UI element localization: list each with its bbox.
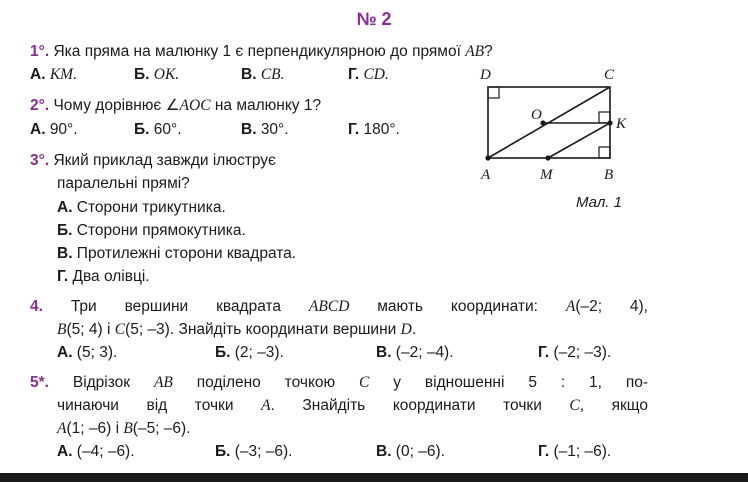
text: (5; 4) і bbox=[66, 321, 115, 338]
option-c[interactable] bbox=[241, 120, 289, 140]
question-1 bbox=[30, 42, 493, 62]
point-label: A bbox=[565, 298, 576, 315]
label-b: B bbox=[604, 167, 614, 183]
point-label: C bbox=[359, 374, 370, 391]
option-b[interactable] bbox=[215, 343, 284, 363]
question-2 bbox=[30, 96, 321, 116]
option-key: В. bbox=[376, 443, 392, 460]
option-key: Г. bbox=[348, 66, 360, 83]
option-key: Б. bbox=[134, 66, 150, 83]
option-value: Два олівці. bbox=[68, 268, 150, 285]
option-value: (5; 3). bbox=[72, 344, 118, 361]
option-c[interactable] bbox=[57, 244, 296, 264]
option-value: Сторони трикутника. bbox=[72, 199, 226, 216]
option-d[interactable] bbox=[348, 120, 400, 140]
option-key: В. bbox=[57, 245, 73, 262]
question-end: ? bbox=[484, 43, 493, 60]
option-value: (–3; –6). bbox=[230, 443, 293, 460]
point-label: D bbox=[400, 321, 412, 338]
option-value: CB. bbox=[260, 66, 285, 83]
option-a[interactable] bbox=[57, 442, 135, 462]
figure-1 bbox=[470, 62, 650, 222]
point-label: A bbox=[261, 397, 271, 414]
text: (–2; 4), bbox=[575, 298, 648, 315]
option-value: KM. bbox=[49, 66, 77, 83]
label-c: C bbox=[604, 67, 615, 83]
text: (5; –3). Знайдіть координати вершини bbox=[125, 321, 401, 338]
square-label: ABCD bbox=[308, 298, 350, 315]
text: Три вершини квадрата bbox=[42, 298, 309, 315]
option-a[interactable] bbox=[57, 343, 117, 363]
point-label: C bbox=[114, 321, 126, 338]
option-key: А. bbox=[30, 66, 46, 83]
segment-mk bbox=[548, 123, 610, 158]
option-key: В. bbox=[241, 66, 257, 83]
option-key: Б. bbox=[215, 344, 231, 361]
question-5 bbox=[30, 373, 648, 393]
question-end: на малюнку 1? bbox=[210, 97, 322, 114]
option-key: Г. bbox=[57, 268, 69, 285]
question-number: 1°. bbox=[30, 43, 50, 60]
question-text: Яка пряма на малюнку 1 є перпендикулярною до прямої bbox=[49, 43, 461, 60]
option-value: 90°. bbox=[49, 121, 78, 138]
right-angle-b bbox=[599, 147, 610, 158]
option-key: А. bbox=[57, 443, 73, 460]
text: у відношенні 5 : 1, по- bbox=[369, 374, 648, 391]
text: (1; –6) і bbox=[66, 420, 124, 437]
option-key: А. bbox=[30, 121, 46, 138]
option-c[interactable] bbox=[241, 65, 285, 85]
point-k bbox=[607, 120, 612, 125]
point-label: A bbox=[57, 420, 67, 437]
point-label: B bbox=[57, 321, 67, 338]
page-title: № 2 bbox=[356, 9, 392, 29]
option-a[interactable] bbox=[30, 120, 78, 140]
question-text-cont: паралельні прямі? bbox=[57, 175, 190, 192]
question-text: Який приклад завжди ілюструє bbox=[49, 152, 276, 169]
option-a[interactable] bbox=[30, 65, 77, 85]
option-d[interactable] bbox=[57, 267, 150, 287]
option-value: (–2; –4). bbox=[391, 344, 454, 361]
text: Відрізок bbox=[48, 374, 154, 391]
question-text: Чому дорівнює ∠ bbox=[49, 97, 180, 114]
point-m bbox=[545, 155, 550, 160]
question-5-cont bbox=[57, 396, 648, 416]
option-key: Б. bbox=[57, 222, 73, 239]
segment-label: AB bbox=[465, 43, 485, 60]
point-a bbox=[485, 155, 490, 160]
text: поділено точкою bbox=[172, 374, 360, 391]
question-number: 3°. bbox=[30, 152, 50, 169]
question-number: 5*. bbox=[30, 374, 49, 391]
label-k: K bbox=[616, 116, 627, 132]
option-key: Б. bbox=[134, 121, 150, 138]
question-5-cont-2 bbox=[57, 419, 191, 439]
option-d[interactable] bbox=[348, 65, 389, 85]
option-key: А. bbox=[57, 344, 73, 361]
option-d[interactable] bbox=[538, 343, 611, 363]
option-key: Б. bbox=[215, 443, 231, 460]
right-angle-d bbox=[488, 87, 499, 98]
option-key: В. bbox=[376, 344, 392, 361]
label-a: A bbox=[481, 167, 491, 183]
option-value: 180°. bbox=[363, 121, 400, 138]
option-value: (–2; –3). bbox=[549, 344, 612, 361]
option-c[interactable] bbox=[376, 343, 454, 363]
option-key: А. bbox=[57, 199, 73, 216]
figure-caption: Мал. 1 bbox=[576, 194, 622, 211]
option-value: (–1; –6). bbox=[549, 443, 612, 460]
question-number: 2°. bbox=[30, 97, 50, 114]
option-b[interactable] bbox=[134, 120, 182, 140]
text: чинаючи від точки bbox=[57, 397, 262, 414]
option-value: Протилежні сторони квадрата. bbox=[72, 245, 297, 262]
text: . Знайдіть координати точки bbox=[270, 397, 570, 414]
option-key: Г. bbox=[348, 121, 360, 138]
point-label: B bbox=[123, 420, 133, 437]
option-value: (–4; –6). bbox=[72, 443, 135, 460]
question-4 bbox=[30, 297, 648, 317]
option-value: (2; –3). bbox=[230, 344, 284, 361]
label-o: O bbox=[531, 107, 542, 123]
option-key: В. bbox=[241, 121, 257, 138]
option-b[interactable] bbox=[134, 65, 179, 85]
text: мають координати: bbox=[349, 298, 566, 315]
question-4-cont bbox=[57, 320, 416, 340]
option-value: 60°. bbox=[153, 121, 182, 138]
option-value: Сторони прямокутника. bbox=[72, 222, 246, 239]
text: , якщо bbox=[579, 397, 649, 414]
text: (–5; –6). bbox=[132, 420, 191, 437]
point-label: C bbox=[569, 397, 580, 414]
text: . bbox=[411, 321, 417, 338]
option-c[interactable] bbox=[376, 442, 445, 462]
option-b[interactable] bbox=[57, 221, 246, 241]
option-key: Г. bbox=[538, 443, 550, 460]
option-a[interactable] bbox=[57, 198, 226, 218]
option-value: CD. bbox=[363, 66, 389, 83]
question-number: 4. bbox=[30, 298, 43, 315]
question-3 bbox=[30, 151, 276, 171]
angle-label: AOC bbox=[179, 97, 211, 114]
label-d: D bbox=[480, 67, 491, 83]
option-value: (0; –6). bbox=[391, 443, 445, 460]
option-key: Г. bbox=[538, 344, 550, 361]
option-d[interactable] bbox=[538, 442, 611, 462]
option-value: 30°. bbox=[260, 121, 289, 138]
bottom-border bbox=[0, 473, 748, 482]
segment-label: AB bbox=[153, 374, 173, 391]
option-value: OK. bbox=[153, 66, 180, 83]
label-m: M bbox=[540, 167, 553, 183]
option-b[interactable] bbox=[215, 442, 292, 462]
